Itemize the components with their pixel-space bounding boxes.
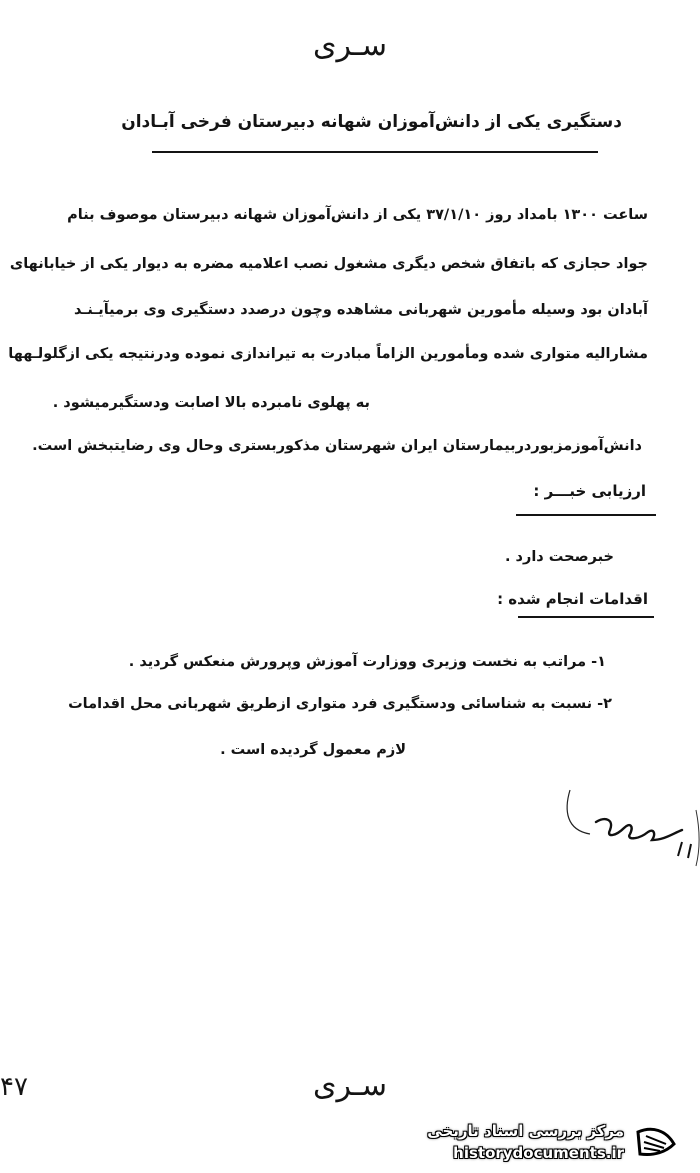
action-item-2: ۲- نسبت به شناسائی ودستگیری فرد متواری ازطریق شهربانی محل اقدامات [68,696,612,712]
evaluation-underline [516,514,656,516]
body-line-5: به پهلوی نامبرده بالا اصابت ودستگیرمیشود . [52,395,370,411]
archive-watermark [406,1120,686,1168]
page-number: ۴۷ [0,1072,28,1102]
body-line-6: دانش‌آموزمزبوردربیمارستان ایران شهرستان مذکوربستری وحال وی رضایتبخش است. [32,438,642,454]
watermark-site: historydocuments.ir [453,1144,624,1162]
actions-underline [518,616,654,618]
evaluation-heading: ارزیابی خبـــر : [533,482,646,500]
title-underline [152,151,598,153]
action-item-2-continued: لازم معمول گردیده است . [220,742,406,758]
body-line-2: جواد حجازی که باتفاق شخص دیگری مشغول نصب اعلامیه مضره به دیوار یکی از خیابانهای [9,256,648,272]
watermark-org-name: مرکز بررسی اسناد تاریخی [427,1122,624,1140]
classification-top: سـری [313,28,387,63]
body-line-3: آبادان بود وسیله مأمورین شهربانی مشاهده وچون درصدد دستگیری وی برمیآیـنـد [74,302,648,318]
handwritten-signature [560,770,700,880]
classification-bottom: سـری [313,1068,387,1103]
action-item-1: ۱- مراتب به نخست وزیری ووزارت آموزش وپرورش منعکس گردید . [128,654,606,670]
archive-logo-icon [632,1122,682,1166]
body-line-4: مشارالیه متواری شده ومأمورین الزاماً مبادرت به تیراندازی نموده ودرنتیجه یکی ازگلولـهها [8,346,648,362]
body-line-1: ساعت ۱۳۰۰ بامداد روز ۳۷/۱/۱۰ یکی از دانش‌آموزان شهانه دبیرستان موصوف بنام [67,207,648,223]
evaluation-text: خبرصحت دارد . [504,549,614,565]
actions-heading: اقدامات انجام شده : [497,590,648,608]
document-title: دستگیری یکی از دانش‌آموزان شهانه دبیرستان فرخی آبـادان [121,112,622,132]
